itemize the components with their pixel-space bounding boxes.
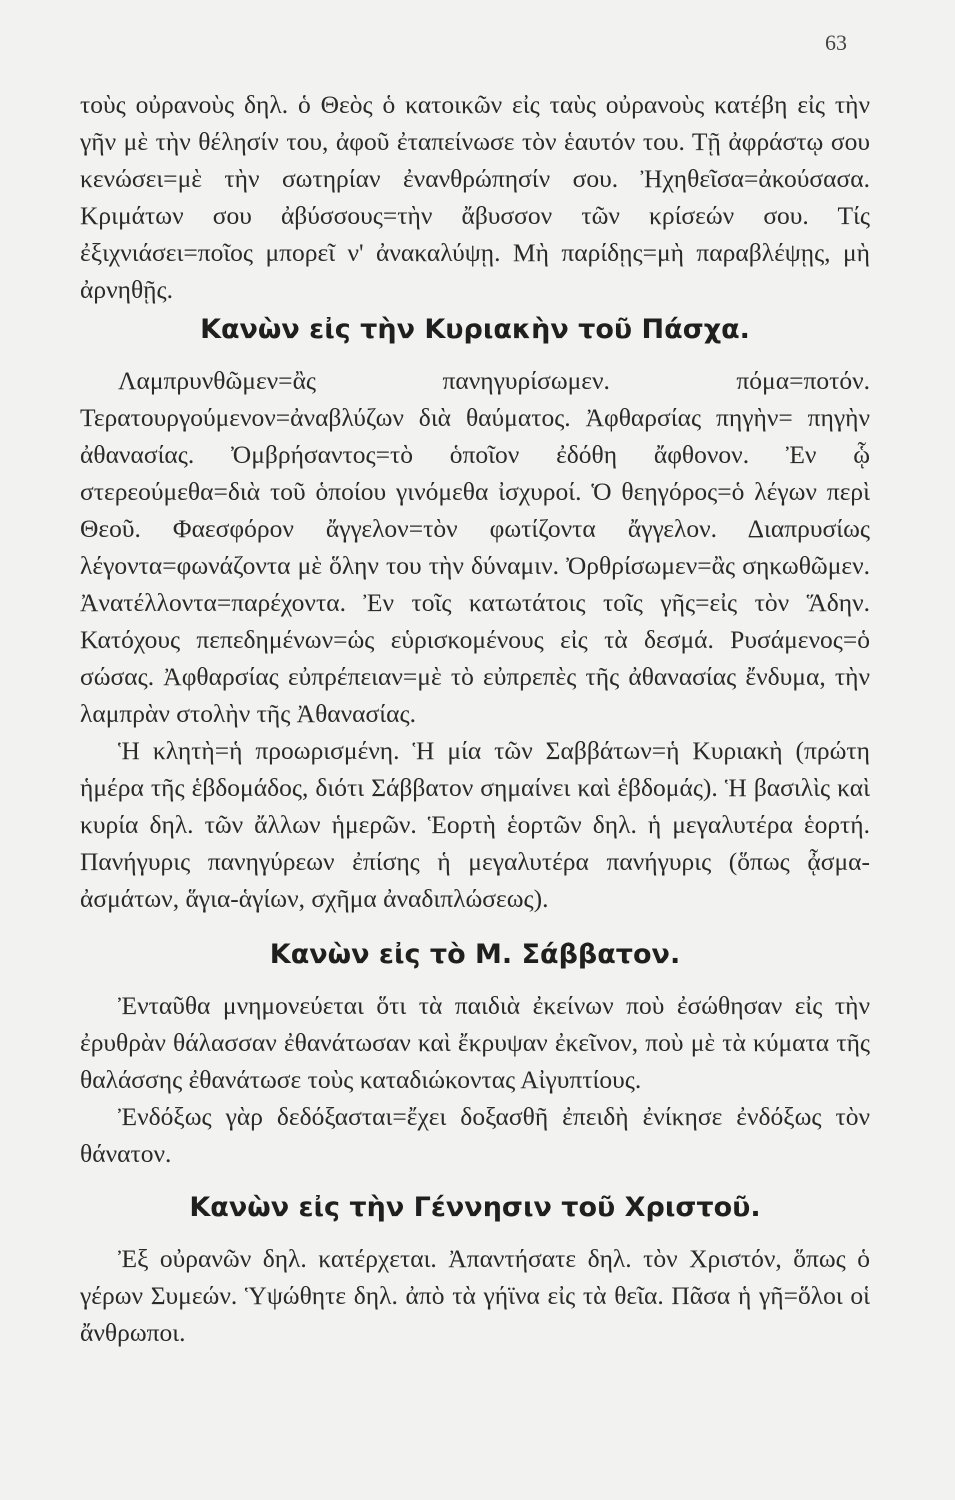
paragraph-nativity: Ἐξ οὐρανῶν δηλ. κατέρχεται. Ἀπαντήσατε δηλ. τὸν Χριστόν, ὅπως ὁ γέρων Συμεών. Ὑψώθητε δηλ. ἀπὸ τὰ γήϊνα εἰς τὰ θεῖα. Πᾶσα ἡ γῆ=ὅλοι οἱ ἄνθρωποι. [80, 1244, 870, 1347]
paragraph-easter-sunday: Ἡ κλητὴ=ἡ προωρισμένη. Ἡ μία τῶν Σαββάτων=ἡ Κυριακὴ (πρώτη ἡμέρα τῆς ἑβδομάδος, διότι Σάββατον σημαίνει καὶ ἑβδομάς). Ἡ βασιλὶς καὶ κυρία δηλ. τῶν ἄλλων ἡμερῶν. Ἑορτὴ ἑορτῶν δηλ. ἡ μεγαλυτέρα ἑορτή. Πανήγυρις πανηγύρεων ἐπίσης ἡ μεγαλυτέρα πανήγυρις (ὅπως ᾆσμα-ἀσμάτων, ἅγια-ἁγίων, σχῆμα ἀναδιπλώσεως). [80, 736, 870, 913]
page-body [80, 86, 870, 1351]
paragraph-easter-glossary: Λαμπρυνθῶμεν=ἂς πανηγυρίσωμεν. πόμα=ποτόν. Τερατουργούμενον=ἀναβλύζων διὰ θαύματος. Ἀφθαρσίας πηγὴν= πηγὴν ἀθανασίας. Ὀμβρήσαντος=τὸ ὁποῖον ἐδόθη ἄφθονον. Ἐν ᾧ στερεούμεθα=διὰ τοῦ ὁποίου γινόμεθα ἰσχυροί. Ὁ θεηγόρος=ὁ λέγων περὶ Θεοῦ. Φαεσφόρον ἄγγελον=τὸν φωτίζοντα ἄγγελον. Διαπρυσίως λέγοντα=φωνάζοντα μὲ ὅλην του τὴν δύναμιν. Ὀρθρίσωμεν=ἂς σηκωθῶμεν. Ἀνατέλλοντα=παρέχοντα. Ἐν τοῖς κατωτάτοις τοῖς γῆς=εἰς τὸν Ἅδην. Κατόχους πεπεδημένων=ὡς εὑρισκομένους εἰς τὰ δεσμά. Ρυσάμενος=ὁ σώσας. Ἀφθαρσίας εὐπρέπειαν=μὲ τὸ εὐπρεπὲς τῆς ἀθανασίας ἔνδυμα, τὴν λαμπρὰν στολὴν τῆς Ἀθανασίας. [80, 366, 870, 728]
page-number: 63 [825, 30, 847, 55]
paragraph-holy-saturday-1: Ἐνταῦθα μνημονεύεται ὅτι τὰ παιδιὰ ἐκείνων ποὺ ἐσώθησαν εἰς τὴν ἐρυθρὰν θάλασσαν ἐθανάτωσαν καὶ ἔκρυψαν ἐκεῖνον, ποὺ μὲ τὰ κύματα τῆς θαλάσσης ἐθανάτωσε τοὺς καταδιώκοντας Αἰγυπτίους. [80, 991, 870, 1094]
paragraph-continued: τοὺς οὐρανοὺς δηλ. ὁ Θεὸς ὁ κατοικῶν εἰς ταὺς οὐρανοὺς κατέβη εἰς τὴν γῆν μὲ τὴν θέλησίν του, ἀφοῦ ἐταπείνωσε τὸν ἑαυτόν του. Τῇ ἀφράστῳ σου κενώσει=μὲ τὴν σωτηρίαν ἐνανθρώπησίν σου. Ἠχηθεῖσα=ἀκούσασα. Κριμάτων σου ἀβύσσους=τὴν ἄβυσσον τῶν κρίσεών σου. Τίς ἐξιχνιάσει=ποῖος μπορεῖ ν' ἀνακαλύψῃ. Μὴ παρίδῃς=μὴ παραβλέψῃς, μὴ ἀρνηθῇς. [80, 90, 870, 304]
section-heading-nativity: Κανὼν εἰς τὴν Γέννησιν τοῦ Χριστοῦ. [189, 1192, 761, 1223]
paragraph-holy-saturday-2: Ἐνδόξως γὰρ δεδόξασται=ἔχει δοξασθῆ ἐπειδὴ ἐνίκησε ἐνδόξως τὸν θάνατον. [80, 1102, 870, 1168]
section-heading-easter: Κανὼν εἰς τὴν Κυριακὴν τοῦ Πάσχα. [200, 314, 750, 345]
section-heading-holy-saturday: Κανὼν εἰς τὸ Μ. Σάββατον. [269, 939, 681, 970]
